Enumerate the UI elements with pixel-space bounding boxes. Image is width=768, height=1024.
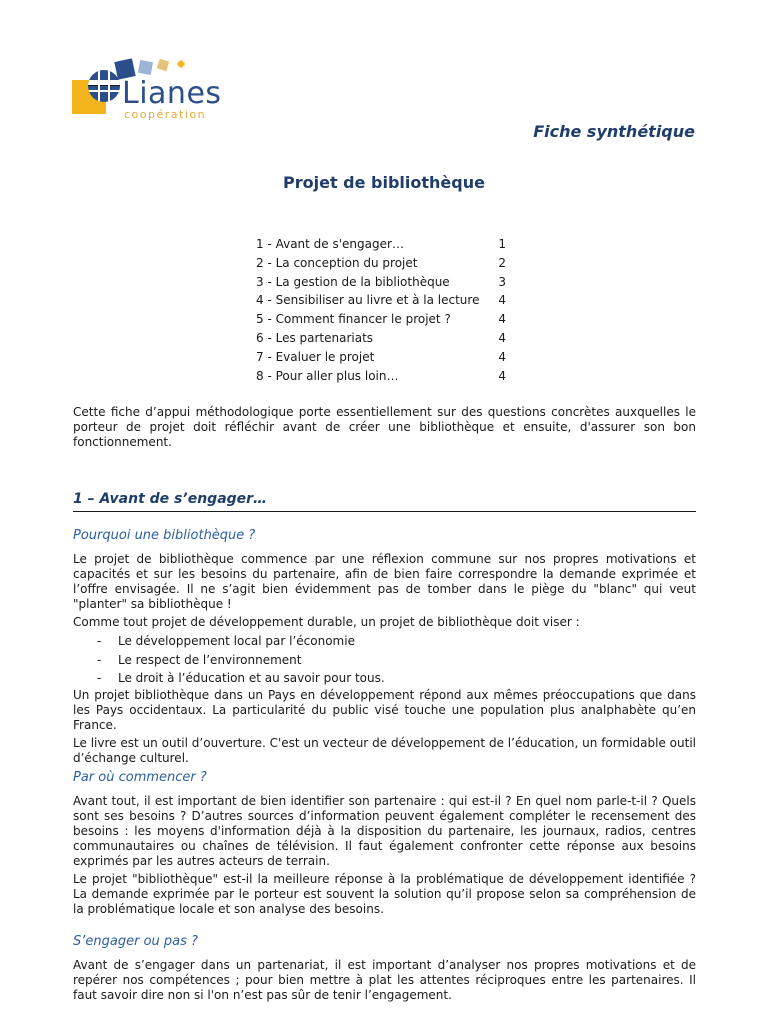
toc-item (256, 367, 506, 386)
section-1-heading: 1 – Avant de s’engager… (73, 490, 696, 512)
toc-item (256, 273, 506, 292)
logo-lightblue-square (138, 60, 153, 75)
list-item-text: Le droit à l’éducation et au savoir pour tous. (118, 671, 385, 685)
globe-icon (88, 70, 120, 102)
toc-label: 1 - Avant de s'engager… (256, 237, 404, 251)
paragraph: Un projet bibliothèque dans un Pays en développement répond aux mêmes préoccupations que dans les Pays occidentaux. La particularité du public visé touche une population plus analphabète qu’en France. (73, 687, 696, 732)
toc-item (256, 291, 506, 310)
toc-page: 2 (498, 255, 506, 270)
toc-item (256, 254, 506, 273)
document-type: Fiche synthétique (533, 122, 695, 141)
document-title: Projet de bibliothèque (283, 173, 485, 192)
logo-gold-square (177, 60, 185, 68)
toc-label: 3 - La gestion de la bibliothèque (256, 274, 450, 289)
paragraph: Comme tout projet de développement durable, un projet de bibliothèque doit viser : (73, 615, 580, 629)
toc-label: 2 - La conception du projet (256, 255, 418, 270)
toc-page: 3 (498, 274, 506, 289)
subsection-engager-body (73, 958, 696, 1003)
logo-sub-text: coopération (124, 108, 207, 121)
toc-item (256, 348, 506, 367)
subsection-title: Par où commencer ? (73, 770, 207, 785)
list-item-text: Le respect de l’environnement (118, 652, 302, 667)
subsection-commencer-body (73, 794, 696, 917)
subsection-title: Pourquoi une bibliothèque ? (73, 528, 256, 543)
paragraph: Le projet "bibliothèque" est-il la meilleure réponse à la problématique de développement identifiée ? La demande exprimée par le porteur est souvent la solution qu’il propose selon sa compréhension de la problématique locale et son analyse des besoins. (73, 872, 696, 916)
toc-page: 4 (498, 293, 506, 308)
paragraph: Le livre est un outil d’ouverture. C'est un vecteur de développement de l’éducation, un formidable outil d’échange culturel. (73, 735, 696, 765)
toc-label: 8 - Pour aller plus loin… (256, 368, 399, 383)
toc-page: 1 (498, 237, 506, 251)
paragraph: Avant de s’engager dans un partenariat, il est important d’analyser nos propres motivations et de repérer nos compétences ; pour bien mettre à plat les attentes réciproques entre les partenaires. Il faut savoir dire non si l'on n’est pas sûr de tenir l’engagement. (73, 958, 696, 1002)
list-item-text: Le développement local par l’économie (118, 634, 355, 648)
intro-paragraph: Cette fiche d’appui méthodologique porte essentiellement sur des questions concrètes auxquelles le porteur de projet doit réfléchir avant de créer une bibliothèque et ensuite, d'assurer son bon fonctionnement. (73, 405, 696, 449)
list-item: - Le développement local par l’économie (97, 634, 355, 648)
toc-page: 4 (498, 330, 506, 345)
subsection-pourquoi-body (73, 552, 696, 766)
list-item: - Le droit à l’éducation et au savoir pour tous. (97, 671, 385, 685)
paragraph: Le projet de bibliothèque commence par une réflexion commune sur nos propres motivations et capacités et sur les besoins du partenaire, afin de bien faire correspondre la demande exprimée et l’offre envisagée. Il ne s’agit bien évidemment pas de tomber dans le piège du "blanc" qui veut "planter" sa bibliothèque ! (73, 552, 696, 611)
subsection-engager (73, 934, 696, 950)
table-of-contents (256, 235, 506, 385)
toc-item (256, 235, 506, 254)
logo-tan-square (157, 59, 170, 72)
lianes-logo (72, 56, 242, 122)
toc-label: 5 - Comment financer le projet ? (256, 312, 451, 327)
toc-label: 6 - Les partenariats (256, 330, 374, 345)
toc-page: 4 (498, 368, 506, 383)
toc-page: 4 (498, 312, 506, 327)
toc-item (256, 310, 506, 329)
subsection-title: S’engager ou pas ? (73, 934, 198, 949)
toc-page: 4 (498, 349, 506, 364)
bullet-list (73, 632, 696, 688)
toc-label: 7 - Evaluer le projet (256, 349, 375, 364)
subsection-commencer (73, 770, 696, 786)
paragraph: Avant tout, il est important de bien identifier son partenaire : qui est-il ? En quel nom parle-t-il ? Quels sont ses besoins ? D’autres sources d’information peuvent également compléter le recensement des besoins : les moyens d'information déjà à la disposition du partenaire, les journaux, radios, centres communautaires ou chaînes de télévision. Il faut également confronter cette réponse aux besoins exprimés par les autres acteurs de terrain. (73, 794, 696, 868)
toc-label: 4 - Sensibiliser au livre et à la lecture (256, 293, 480, 308)
logo-brand-text: Lianes (122, 76, 222, 111)
toc-item (256, 329, 506, 348)
list-item: - Le respect de l’environnement (97, 652, 302, 667)
subsection-pourquoi (73, 528, 696, 544)
